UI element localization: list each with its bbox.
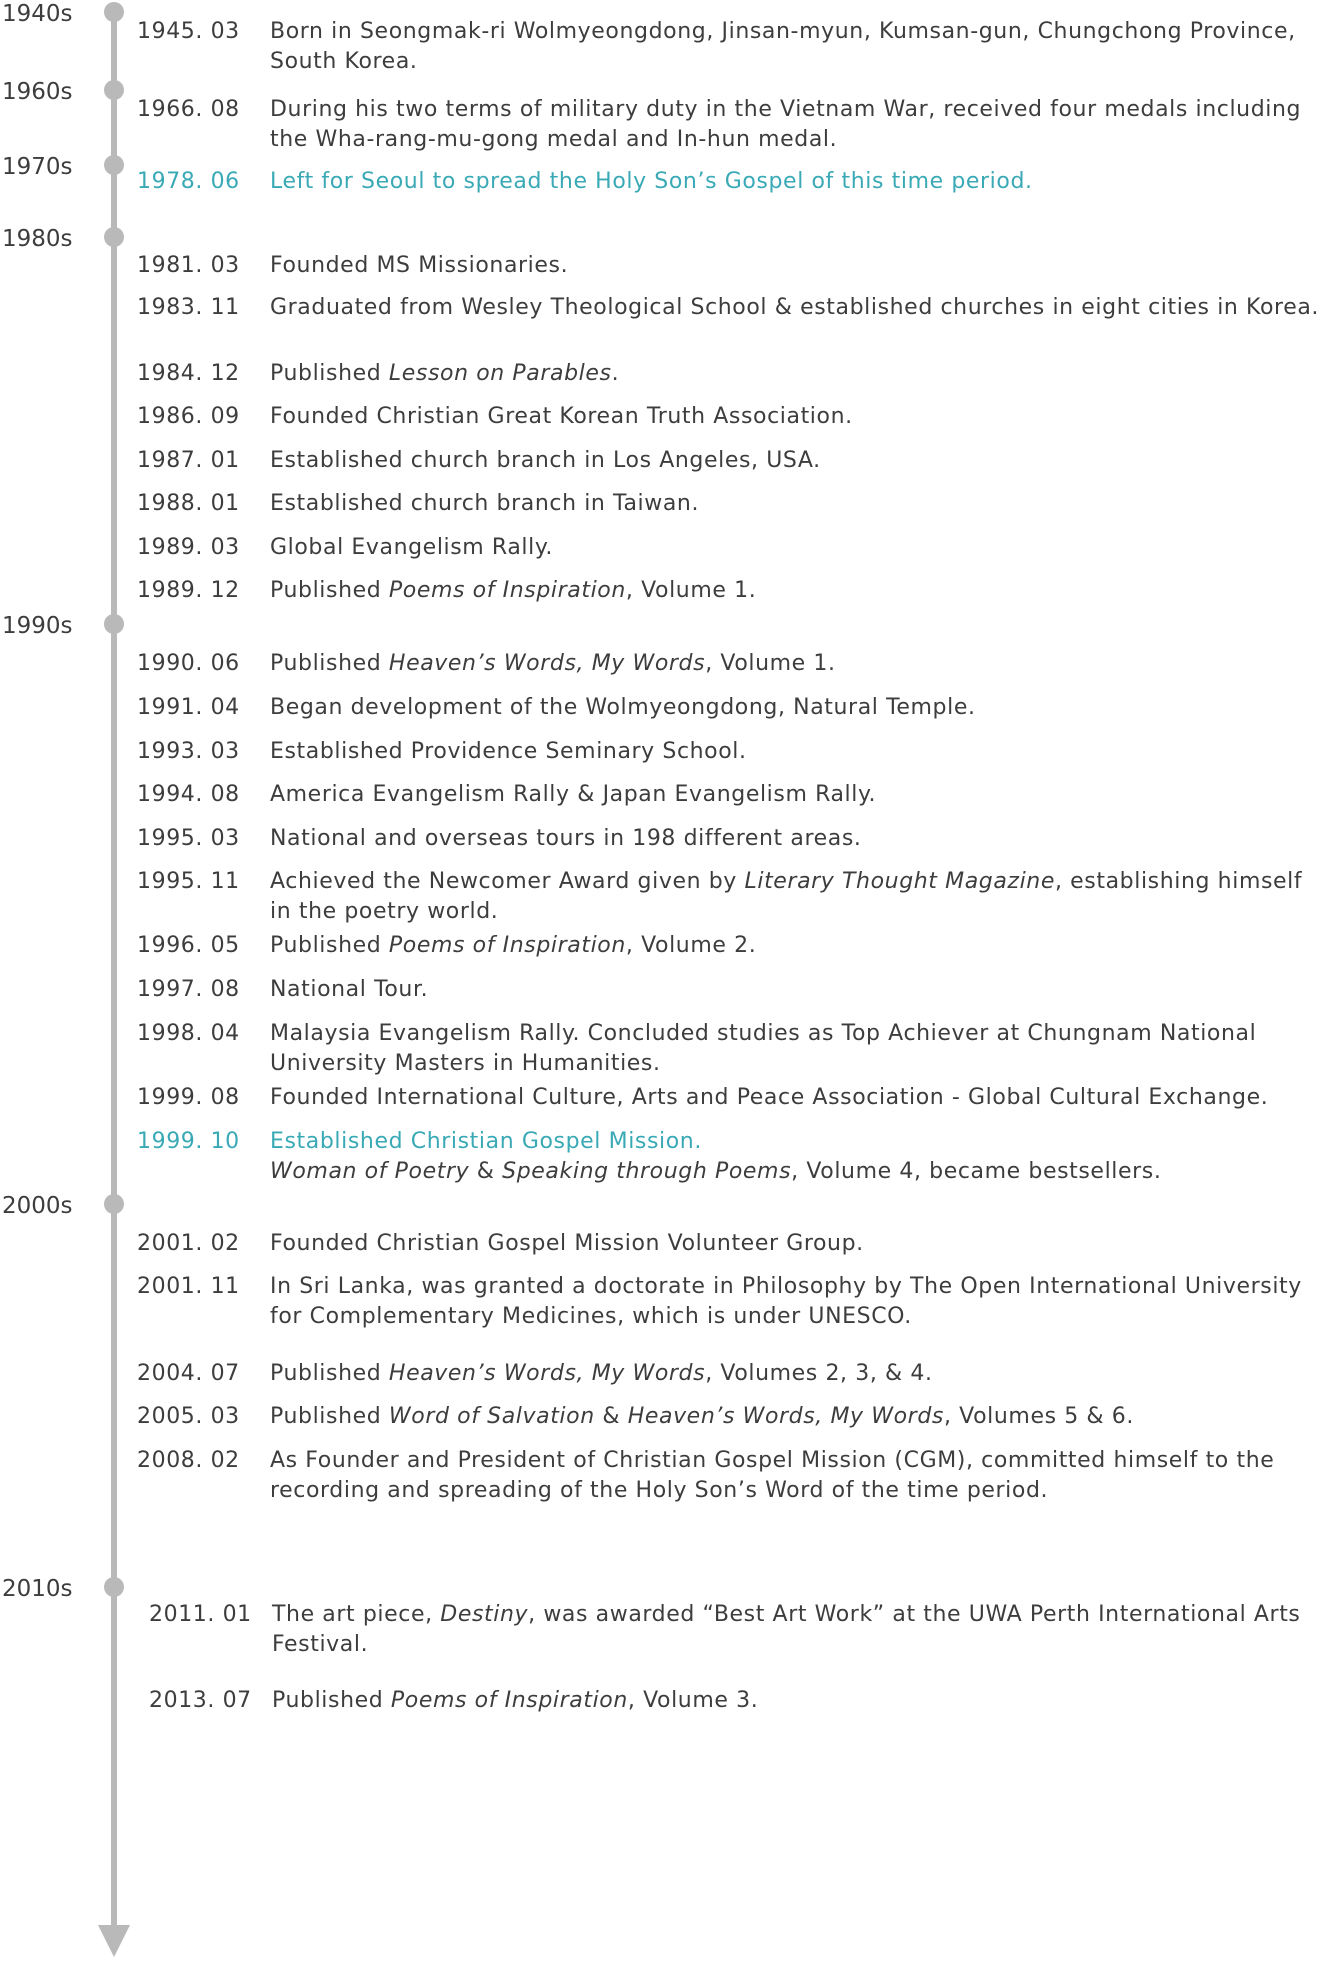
entry-date: 1999. 10 [137, 1129, 240, 1154]
entry-text: During his two terms of military duty in the Vietnam War, received four medals including the Wha-rang-mu-gong medal and In-hun medal. [270, 97, 1302, 152]
artwork-title: Destiny [440, 1602, 529, 1627]
entry-text: National Tour. [270, 977, 429, 1002]
decade-label: 1960s [2, 79, 73, 105]
entry-text: Founded MS Missionaries. [270, 253, 569, 278]
entry-text: Left for Seoul to spread the Holy Son’s Gospel of this time period. [270, 169, 1033, 194]
decade-label: 1940s [2, 1, 73, 27]
entry-date: 1995. 03 [137, 826, 240, 851]
entry-date: 1984. 12 [137, 361, 240, 386]
entry-text: Established church branch in Los Angeles, USA. [270, 448, 821, 473]
entry-text: As Founder and President of Christian Gospel Mission (CGM), committed himself to the recording and spreading of the Holy Son’s Word of the time period. [270, 1448, 1275, 1503]
entry-date: 1966. 08 [137, 97, 240, 122]
entry-date: 1993. 03 [137, 739, 240, 764]
entry-text: Began development of the Wolmyeongdong, Natural Temple. [270, 695, 976, 720]
entry-date: 2001. 11 [137, 1274, 240, 1299]
entry-date: 1945. 03 [137, 19, 240, 44]
publication-title: Word of Salvation [388, 1404, 595, 1429]
entry-date: 1991. 04 [137, 695, 240, 720]
entry-date: 1981. 03 [137, 253, 240, 278]
timeline-axis [111, 12, 117, 1930]
entry-text: Born in Seongmak-ri Wolmyeongdong, Jinsan-myun, Kumsan-gun, Chungchong Province, South Korea. [270, 19, 1296, 74]
entry-text: Published Poems of Inspiration, Volume 1. [270, 578, 757, 603]
entry-text: Achieved the Newcomer Award given by Literary Thought Magazine, establishing himself in the poetry world. [270, 869, 1303, 924]
entry-text: America Evangelism Rally & Japan Evangelism Rally. [270, 782, 877, 807]
entry-text: Established church branch in Taiwan. [270, 491, 700, 516]
entry-text: Founded International Culture, Arts and Peace Association - Global Cultural Exchange. [270, 1085, 1269, 1110]
decade-dot [104, 80, 124, 100]
entry-text: The art piece, Destiny, was awarded “Best Art Work” at the UWA Perth International Arts Festival. [272, 1602, 1301, 1657]
entry-text: In Sri Lanka, was granted a doctorate in Philosophy by The Open International University for Complementary Medicines, which is under UNESCO. [270, 1274, 1302, 1329]
entry-date: 1978. 06 [137, 169, 240, 194]
decade-dot [104, 155, 124, 175]
publication-title: Woman of Poetry [270, 1159, 470, 1184]
entry-text: Graduated from Wesley Theological School & established churches in eight cities in Korea. [270, 295, 1320, 320]
entry-date: 1998. 04 [137, 1021, 240, 1046]
timeline-arrow-icon [98, 1925, 130, 1957]
publication-title: Poems of Inspiration [390, 1688, 628, 1713]
decade-marker [0, 78, 130, 106]
entry-text: Established Christian Gospel Mission. Woman of Poetry & Speaking through Poems, Volume 4, became bestsellers. [270, 1129, 1162, 1184]
decade-label: 1970s [2, 154, 73, 180]
entry-date: 1987. 01 [137, 448, 240, 473]
entry-date: 1995. 11 [137, 869, 240, 894]
entry-text: Published Heaven’s Words, My Words, Volumes 2, 3, & 4. [270, 1361, 933, 1386]
entry-date: 2008. 02 [137, 1448, 240, 1473]
entry-text: Malaysia Evangelism Rally. Concluded studies as Top Achiever at Chungnam National University Masters in Humanities. [270, 1021, 1257, 1076]
entry-text: Established Providence Seminary School. [270, 739, 747, 764]
highlighted-text: Established Christian Gospel Mission. [270, 1129, 702, 1154]
entry-date: 1983. 11 [137, 295, 240, 320]
decade-marker [0, 1192, 130, 1220]
entry-text: National and overseas tours in 198 different areas. [270, 826, 862, 851]
publication-title: Poems of Inspiration [388, 933, 626, 958]
publication-title: Heaven’s Words, My Words [388, 651, 706, 676]
entry-date: 1989. 03 [137, 535, 240, 560]
entry-text: Published Poems of Inspiration, Volume 3. [272, 1688, 759, 1713]
entry-date: 1989. 12 [137, 578, 240, 603]
entry-date: 2001. 02 [137, 1231, 240, 1256]
publication-title: Literary Thought Magazine [744, 869, 1055, 894]
entry-date: 1988. 01 [137, 491, 240, 516]
entry-date: 1986. 09 [137, 404, 240, 429]
entry-text: Founded Christian Great Korean Truth Association. [270, 404, 853, 429]
decade-marker [0, 612, 130, 640]
entry-date: 2004. 07 [137, 1361, 240, 1386]
publication-title: Heaven’s Words, My Words [388, 1361, 706, 1386]
decade-dot [104, 614, 124, 634]
entry-text: Published Poems of Inspiration, Volume 2. [270, 933, 757, 958]
decade-dot [104, 227, 124, 247]
publication-title: Lesson on Parables [388, 361, 612, 386]
decade-label: 1990s [2, 613, 73, 639]
entry-text: Published Heaven’s Words, My Words, Volume 1. [270, 651, 836, 676]
entry-date: 1994. 08 [137, 782, 240, 807]
decade-marker [0, 0, 130, 28]
publication-title: Speaking through Poems [502, 1159, 792, 1184]
decade-marker [0, 1575, 130, 1603]
entry-date: 2005. 03 [137, 1404, 240, 1429]
publication-title: Heaven’s Words, My Words [627, 1404, 944, 1429]
decade-label: 2010s [2, 1576, 73, 1602]
entry-date: 1997. 08 [137, 977, 240, 1002]
publication-title: Poems of Inspiration [388, 578, 626, 603]
entry-date: 1990. 06 [137, 651, 240, 676]
entry-text: Global Evangelism Rally. [270, 535, 553, 560]
entry-date: 2011. 01 [149, 1602, 252, 1627]
decade-label: 2000s [2, 1193, 73, 1219]
decade-marker [0, 153, 130, 181]
decade-marker [0, 225, 130, 253]
entry-date: 2013. 07 [149, 1688, 252, 1713]
decade-dot [104, 2, 124, 22]
entry-date: 1996. 05 [137, 933, 240, 958]
decade-dot [104, 1577, 124, 1597]
decade-dot [104, 1194, 124, 1214]
decade-label: 1980s [2, 226, 73, 252]
entry-text: Published Lesson on Parables. [270, 361, 620, 386]
entry-text: Founded Christian Gospel Mission Volunteer Group. [270, 1231, 864, 1256]
entry-date: 1999. 08 [137, 1085, 240, 1110]
entry-text: Published Word of Salvation & Heaven’s Words, My Words, Volumes 5 & 6. [270, 1404, 1134, 1429]
